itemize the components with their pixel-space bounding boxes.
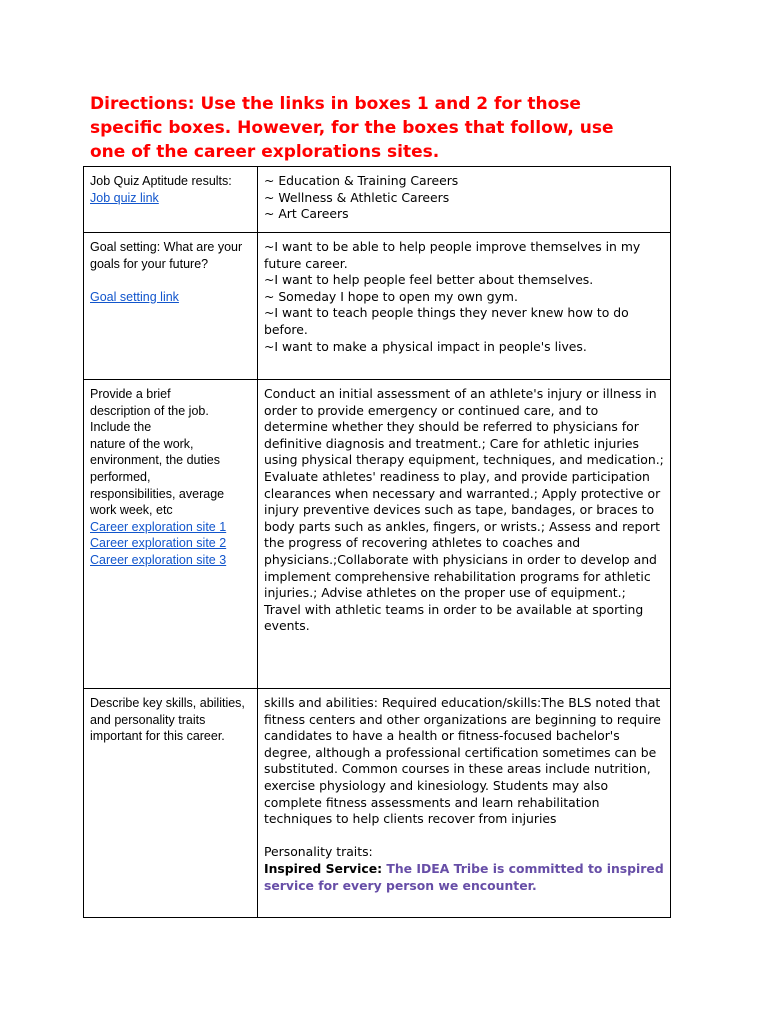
description-answer: Conduct an initial assessment of an athlete's injury or illness in order to provide emergency or continued care, and to determine whether they should be referred to physicians for definitive diagnosis and treatment.; Care for athletic injuries using physical therapy equipment, techniques, and medication.; Evaluate athletes' readiness to play, and provide participation clearances when necessary and warranted.; Apply protective or injury preventive devices such as tape, bandages, or braces to body parts such as ankles, fingers, or wrists.; Assess and report the progress of recovering athletes to coaches and physicians.;Collaborate with physicians in order to develop and implement comprehensive rehabilitation programs for athletic injuries.; Advise athletes on the proper use of equipment.; Travel with athletic teams in order to be available at sporting events. [264,386,664,634]
description-prompt-cell [84,380,258,689]
job-quiz-link[interactable]: Job quiz link [90,190,159,205]
description-prompt-line: environment, the duties [90,453,220,468]
skills-answer: skills and abilities: Required education/skills:The BLS noted that fitness centers and other organizations are beginning to require candidates to have a health or fitness-focused bachelor's degree, although a professional certification sometimes can be substituted. Common courses in these areas include nutrition, exercise physiology and kinesiology. Students may also complete fitness assessments and learn rehabilitation techniques to help clients recover from injuries [264,695,661,827]
goals-answer-cell [258,233,671,380]
description-prompt-line: nature of the work, [90,436,194,451]
career-exploration-link-3[interactable]: Career exploration site 3 [90,552,227,567]
description-answer-cell [258,380,671,689]
worksheet-table [83,166,671,918]
quiz-answer-cell [258,167,671,233]
quiz-prompt-cell [84,167,258,233]
inspired-service-label: Inspired Service: [264,860,383,876]
description-prompt-line: performed, [90,469,151,484]
goals-answer: ~I want to be able to help people improve themselves in my future career. ~I want to help people feel better about themselves. ~ Someday I hope to open my own gym. ~I want to teach people things they never knew how to do before. ~I want to make a physical impact in people's lives. [264,239,641,354]
table-row-skills [84,689,671,918]
table-row-description [84,380,671,689]
skills-prompt: Describe key skills, abilities, and personality traits important for this career. [90,696,245,744]
quiz-answer-2: ~ Wellness & Athletic Careers [264,189,450,205]
skills-answer-cell [258,689,671,918]
inspired-service-statement [264,861,665,894]
table-row-goals [84,233,671,380]
goals-prompt-cell [84,233,258,380]
career-exploration-link-2[interactable]: Career exploration site 2 [90,536,227,551]
description-prompt-line: Include the [90,420,152,435]
description-prompt-line: description of the job. [90,403,209,418]
quiz-answer-3: ~ Art Careers [264,206,349,222]
table-row-quiz [84,167,671,233]
description-prompt-line: work week, etc [90,503,173,518]
description-prompt-line: responsibilities, average [90,486,225,501]
skills-prompt-cell [84,689,258,918]
personality-traits-label: Personality traits: [264,844,373,860]
inspired-service-text: The IDEA Tribe is committed to inspired service for every person we encounter. [264,860,664,893]
goals-prompt: Goal setting: What are your goals for your future? [90,240,243,271]
quiz-answer-1: ~ Education & Training Careers [264,173,459,188]
goal-setting-link[interactable]: Goal setting link [90,289,179,304]
directions-heading: Directions: Use the links in boxes 1 and 2 for those specific boxes. However, for the boxes that follow, use one of the career explorations sites. [90,94,614,162]
quiz-prompt: Job Quiz Aptitude results: [90,174,232,188]
description-prompt-line: Provide a brief [90,387,171,401]
career-exploration-link-1[interactable]: Career exploration site 1 [90,519,227,534]
